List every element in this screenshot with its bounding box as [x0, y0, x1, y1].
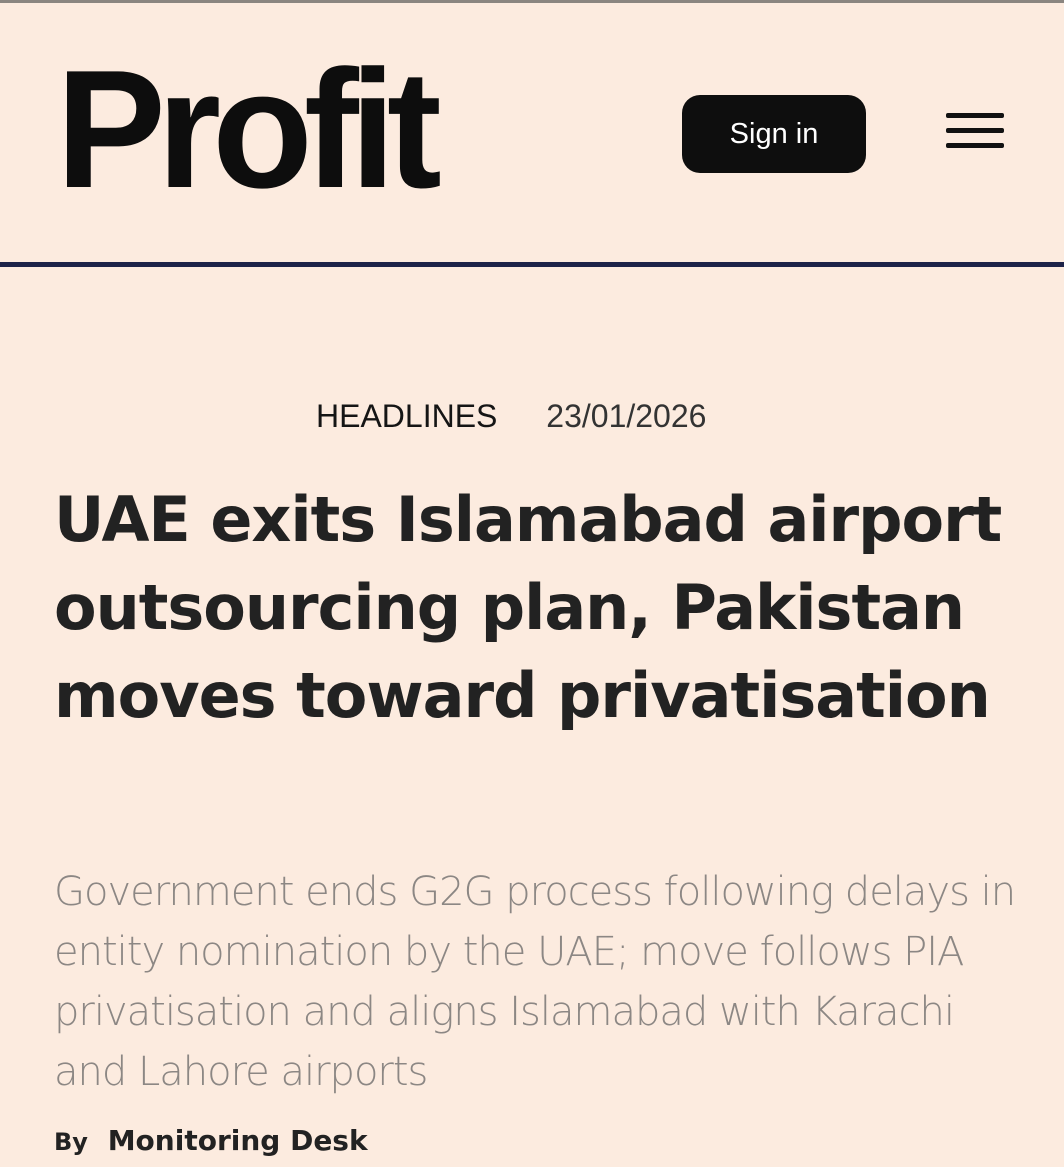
byline [54, 1124, 368, 1157]
article-meta [316, 398, 706, 435]
menu-bar-middle [946, 128, 1004, 133]
site-logo[interactable]: Profit [56, 35, 433, 223]
site-header [0, 3, 1064, 262]
hamburger-menu-icon[interactable] [940, 103, 1010, 159]
article-dek: Government ends G2G process following delays in entity nomination by the UAE; move follows PIA privatisation and aligns Islamabad with Karachi and Lahore airports [54, 869, 1016, 1095]
menu-bar-top [946, 113, 1004, 118]
sign-in-button[interactable]: Sign in [682, 95, 866, 173]
category-link[interactable]: HEADLINES [316, 398, 498, 434]
byline-prefix: By [54, 1128, 88, 1156]
menu-bar-bottom [946, 143, 1004, 148]
header-divider [0, 262, 1064, 267]
article-headline: UAE exits Islamabad airport outsourcing plan, Pakistan moves toward privatisation [54, 483, 1002, 732]
publish-date: 23/01/2026 [546, 398, 707, 434]
author-link[interactable]: Monitoring Desk [107, 1124, 368, 1157]
